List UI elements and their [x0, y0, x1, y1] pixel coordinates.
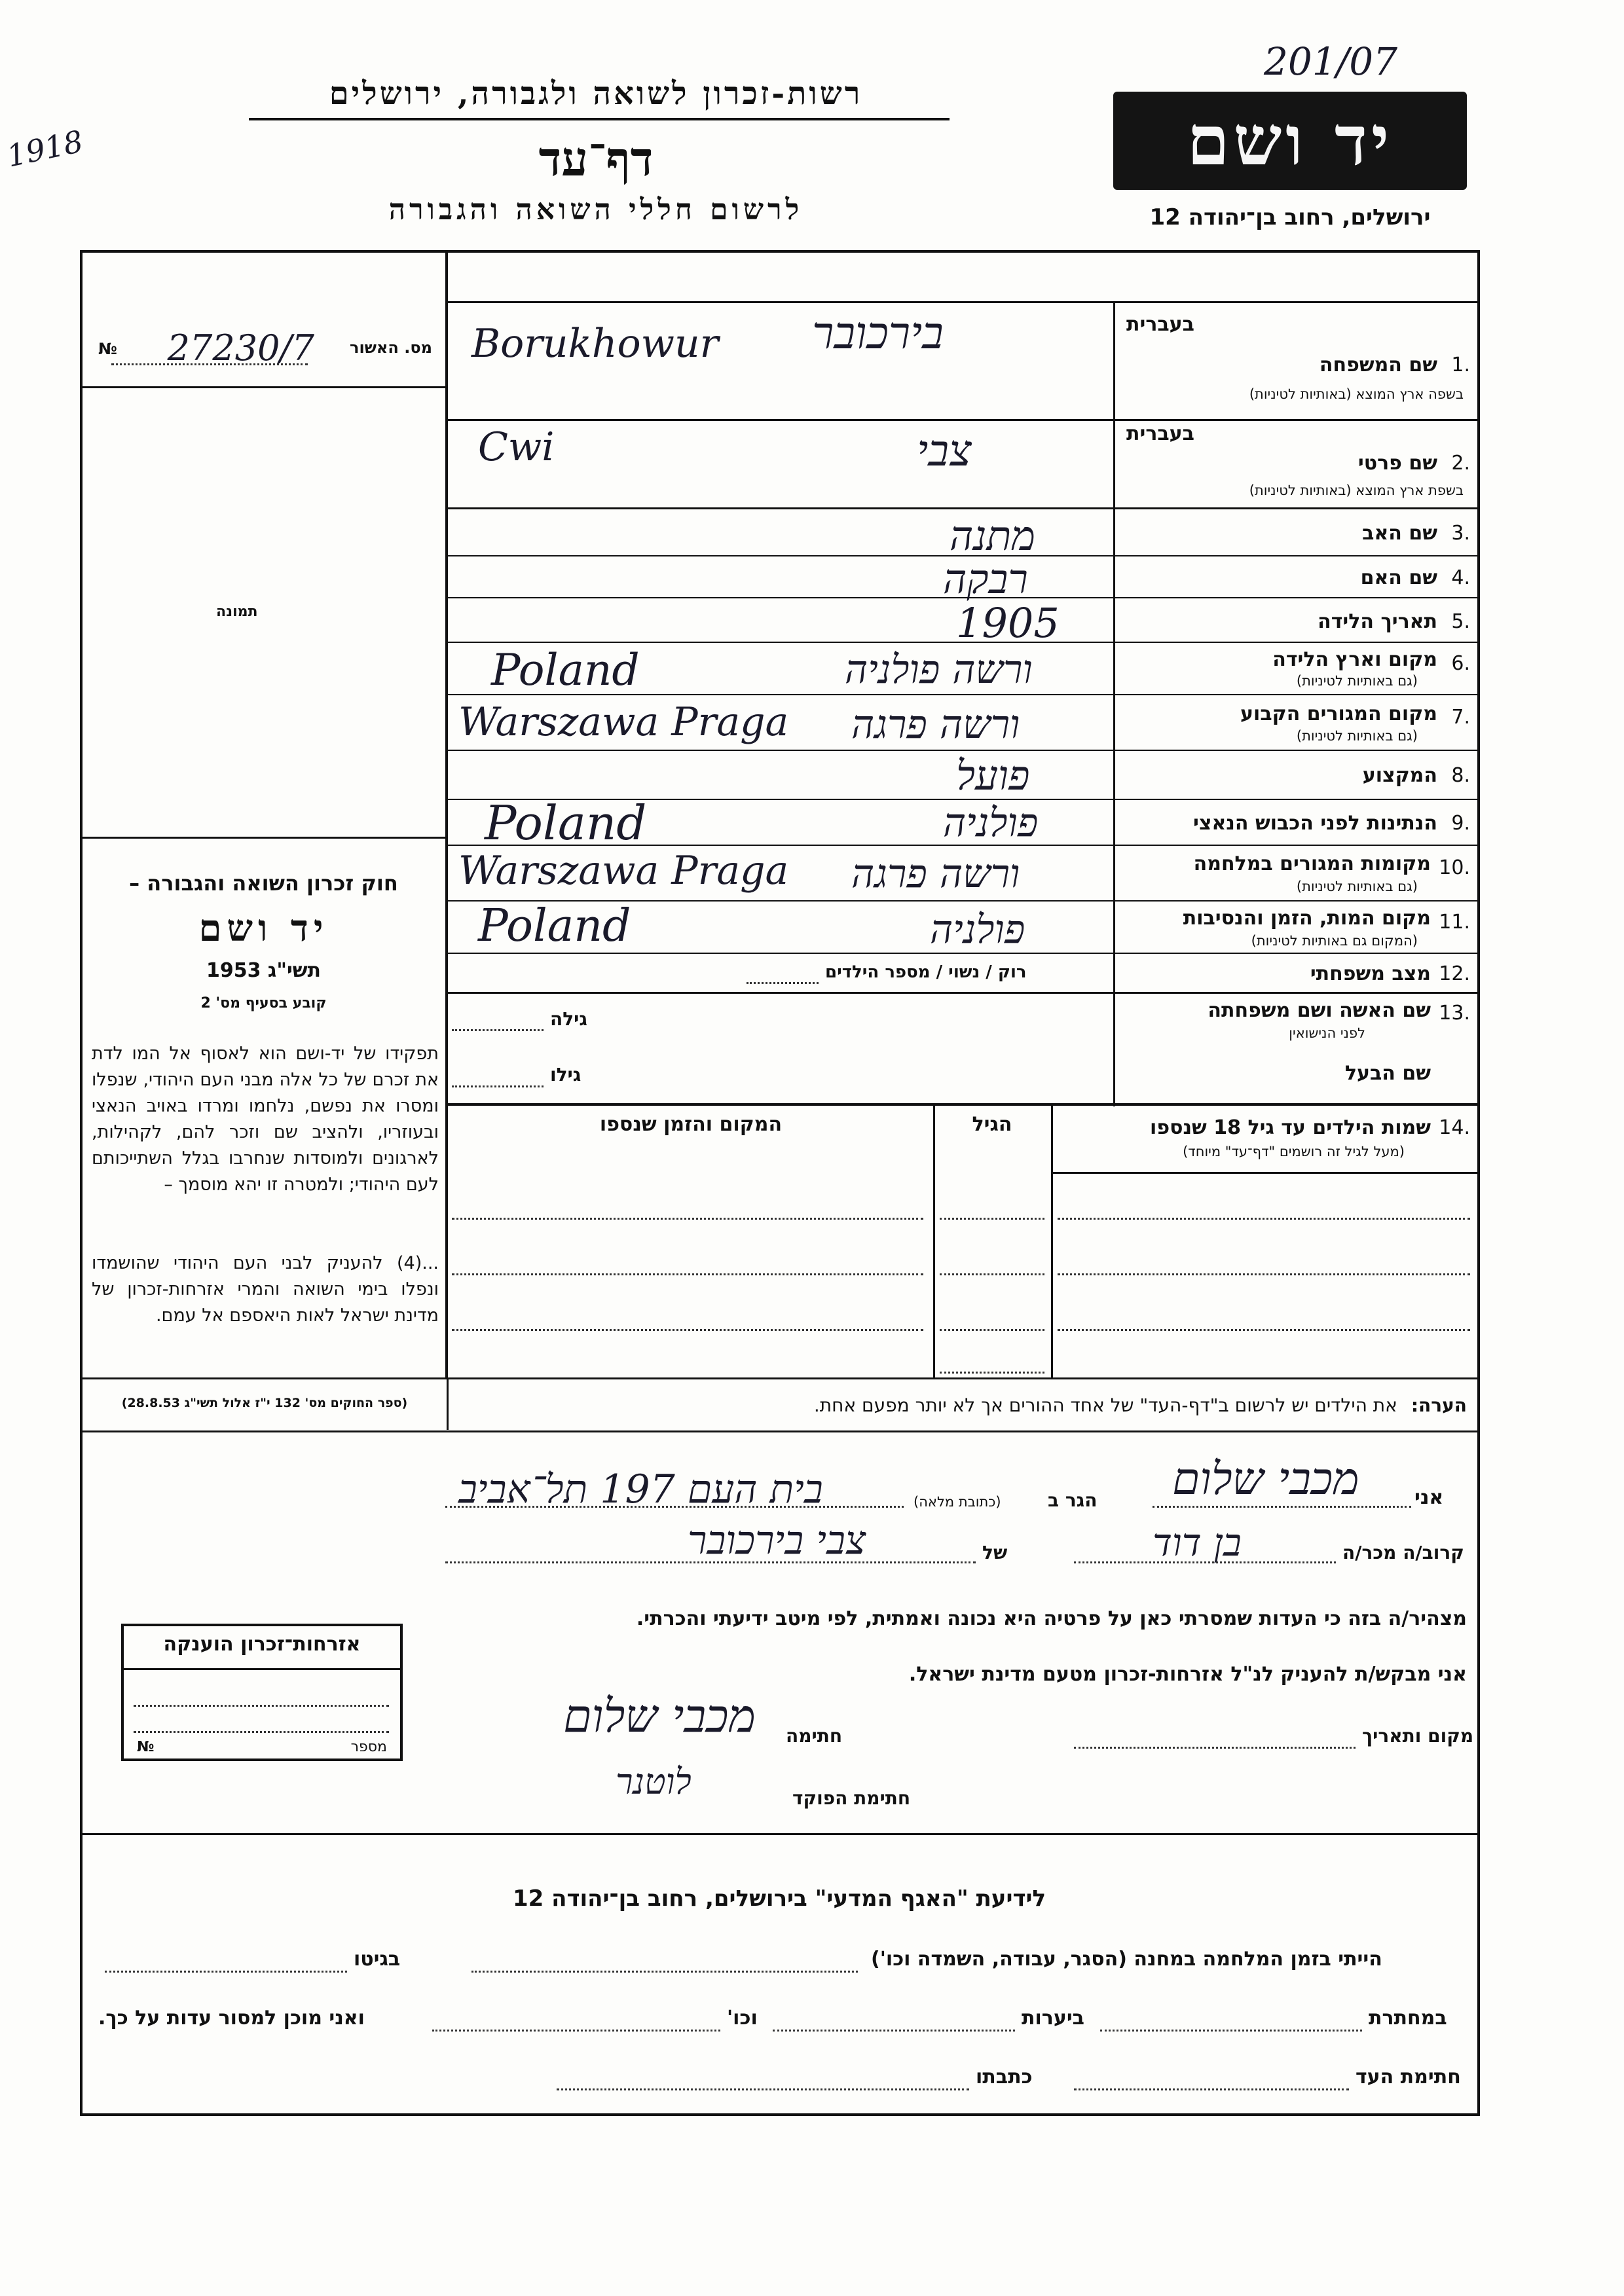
citizenship-no-sign: № [137, 1739, 155, 1755]
field-father-name [1113, 514, 1470, 553]
field-label-13: שם האשה ושם משפחתה [1208, 999, 1431, 1022]
husband-age-label: גילו [550, 1064, 581, 1085]
children-header [1054, 1110, 1470, 1172]
i-label: אני [1414, 1486, 1444, 1509]
yad-vashem-logo [1113, 92, 1467, 190]
death-place-hebrew: פולניה [930, 907, 1025, 953]
declarant-address: בית העם 197 תל־אביב [458, 1467, 823, 1512]
institution-address: ירושלים, רחוב בן־יהודה 12 [1149, 204, 1431, 230]
field-sub-11: (המקום גם באותיות לטיניות) [1251, 933, 1418, 949]
field-num-8: 8. [1451, 764, 1470, 787]
approval-no-sign: № [98, 340, 117, 358]
husband-label: שם הבעל [1344, 1062, 1431, 1085]
bottom-line2-a: במחתרת [1369, 2007, 1447, 2030]
form-subtitle: לרשום חללי השואה והגבורה [388, 193, 803, 227]
field-death-place [1113, 905, 1470, 953]
field-family-name [1113, 308, 1470, 419]
lang-hebrew-1: בעברית [1126, 313, 1194, 336]
field-sub-6: (גם באותיות לטיניות) [1296, 673, 1418, 689]
field-num-2: 2. [1451, 452, 1470, 475]
note-label: הערה: [1411, 1394, 1467, 1416]
field-num-5: 5. [1451, 610, 1470, 633]
field-sub-7: (גם באותיות לטיניות) [1296, 728, 1418, 744]
law-section: קובע בסעיף מס' 2 [200, 995, 327, 1011]
note-text: את הילדים יש לרשום ב"דף-העד" של אחד ההורים אך לא יותר מפעם אחת. [813, 1394, 1397, 1416]
field-spouse [1113, 996, 1470, 1101]
law-title: חוק זכרון השואה והגבורה – [129, 871, 398, 896]
field-num-3: 3. [1451, 522, 1470, 545]
field-num-11: 11. [1439, 911, 1470, 934]
wartime-residence-hebrew: ורשה פרגה [851, 851, 1020, 897]
field-label-11: מקום המות, הזמן והנסיבות [1183, 907, 1431, 930]
birth-date-value: 1905 [956, 599, 1060, 647]
bottom-line2-c: וכו' [727, 2007, 758, 2030]
field-num-9: 9. [1451, 812, 1470, 835]
signature-label: חתימה [786, 1725, 843, 1747]
field-label-2: שם פרטי [1357, 452, 1437, 475]
law-year: תשי"ג 1953 [206, 959, 322, 982]
field-label-7: מקום המגורים הקבוע [1240, 702, 1437, 725]
bottom-line3-b: כתבתו [976, 2066, 1033, 2088]
law-citation: (ספר החוקים מס' 132 י"ז אלול תשי"ג 28.8.53) [121, 1396, 408, 1410]
law-paragraph-2: ...(4) להעניק לבני העם היהודי שהושמדו ונפלו בימי השואה והמרי אזרחות-זכרון של מדינת ישראל לאות היאספם אל עמם. [92, 1253, 439, 1326]
field-sub-2: בשפת ארץ המוצא (באותיות לטיניות) [1249, 483, 1464, 498]
profession-value: פועל [956, 752, 1030, 799]
place-date-label: מקום ותאריך [1362, 1725, 1474, 1747]
residence-latin: Warszawa Praga [458, 699, 789, 745]
mother-name-value: רבקה [943, 555, 1028, 603]
request-text: אני מבקש/ת להעניק לנ"ל אזרחות-זכרון מטעם מדינת ישראל. [908, 1663, 1467, 1686]
children-label: שמות הילדים עד גיל 18 שנספו [1150, 1116, 1431, 1139]
archive-number: 201/07 [1264, 39, 1398, 84]
address-hint: (כתובת מלאה) [913, 1494, 1001, 1510]
bottom-title: לידיעת "האגף המדעי" בירושלים, רחוב בן־יהודה 12 [512, 1886, 1046, 1912]
bottom-line2-d: ואני מוכן למסור עדות על כך. [98, 2007, 365, 2030]
children-sub: (מעל לגיל זה רושמים "דף־עד" מיוחד) [1183, 1144, 1405, 1159]
field-label-5: תאריך הלידה [1318, 610, 1437, 633]
citizenship-box [121, 1624, 403, 1761]
note-row [458, 1394, 1467, 1416]
bottom-line3-a: חתימת העד [1356, 2066, 1461, 2088]
col-age-header: הגיל [972, 1113, 1012, 1136]
family-name-latin: Borukhowur [471, 321, 719, 367]
field-first-name [1113, 422, 1470, 507]
birth-place-hebrew: ורשה פולניה [845, 647, 1033, 693]
field-num-1: 1. [1451, 354, 1470, 376]
margin-note: 1918 [3, 123, 86, 174]
bottom-line1-a: הייתי בזמן המלחמה במחנה (הסגר, עבודה, השמדה וכו') [871, 1948, 1382, 1971]
field-profession [1113, 756, 1470, 795]
relation-value: בן דוד [1153, 1520, 1242, 1565]
field-label-6: מקום וארץ הלידה [1272, 648, 1437, 671]
field-nationality [1113, 804, 1470, 843]
law-paragraph-1: תפקידו של יד-ושם הוא לאסוף אל המו לדת את זכרם של כל אלה מבני העם היהודי, שנפלו ומסרו את נפשם, נלחמו ומרדו באויב הנאצי ובעוזריו, ולהציב שם וזכר להם, לקהילות, לארגונים ולמוסדות שנחרבו בגלל השתייכותם לעם היהודי; ולמטרה זו יהא מוסמך – [92, 1044, 439, 1195]
bottom-line2-b: ביערות [1022, 2007, 1084, 2030]
nationality-latin: Poland [485, 795, 647, 850]
col-place-header: המקום והזמן שנספו [599, 1113, 783, 1136]
of-label: של [982, 1542, 1008, 1563]
field-sub-1: בשפה ארץ המוצא (באותיות לטיניות) [1249, 386, 1464, 402]
field-num-4: 4. [1451, 566, 1470, 589]
birth-place-latin: Poland [491, 645, 640, 695]
field-label-3: שם האב [1362, 522, 1437, 545]
of-name-value: צבי בירכובר [688, 1518, 866, 1563]
field-marital-status [1113, 957, 1470, 990]
field-label-8: המקצוע [1362, 764, 1437, 787]
resides-label: הגר ב [1048, 1489, 1098, 1511]
field-sub-13: לפני הנישואין [1289, 1025, 1365, 1041]
first-name-latin: Cwi [478, 424, 555, 470]
field-num-14: 14. [1439, 1116, 1470, 1139]
first-name-hebrew: צבי [917, 426, 972, 476]
field-num-6: 6. [1451, 652, 1470, 675]
approval-label: מס. האשור [350, 338, 432, 357]
officer-label: חתימת הפוקד [792, 1787, 911, 1809]
field-label-4: שם האם [1360, 566, 1437, 589]
field-residence [1113, 699, 1470, 748]
field-mother-name [1113, 560, 1470, 596]
bottom-line1-b: בגיטו [354, 1948, 401, 1971]
field-label-1: שם המשפחה [1319, 354, 1437, 376]
field-num-7: 7. [1451, 706, 1470, 729]
citizenship-title: אזרחות־זכרון הוענקה [163, 1633, 361, 1656]
marital-options: רוק / נשוי / מספר הילדים [825, 962, 1027, 982]
death-place-latin: Poland [478, 900, 631, 952]
declaration-text: מצהיר/ה בזה כי העדות שמסרתי כאן על פרטיה היא נכונה ואמתית, לפי מיטב ידיעתי והכרתי. [636, 1607, 1467, 1630]
field-birth-date [1113, 604, 1470, 640]
law-name: יד ושם [198, 907, 329, 950]
field-label-9: הנתינות לפני הכבוש הנאצי [1193, 812, 1437, 835]
family-name-hebrew: בירכובר [812, 308, 944, 359]
citizenship-number-label: מספר [350, 1739, 387, 1755]
declarant-signature: מכבי שלום [563, 1689, 756, 1743]
field-num-12: 12. [1439, 962, 1470, 985]
field-wartime-residence [1113, 851, 1470, 900]
lang-hebrew-2: בעברית [1126, 422, 1194, 445]
wife-age-label: גילה [550, 1008, 587, 1030]
authority-name: רשות-זכרון לשואה ולגבורה, ירושלים [329, 75, 863, 112]
nationality-hebrew: פולניה [943, 800, 1039, 846]
field-num-13: 13. [1439, 1002, 1470, 1025]
officer-signature: לוטנר [616, 1761, 692, 1802]
form-title: דף־עד [538, 131, 654, 187]
declarant-name: מכבי שלום [1172, 1453, 1359, 1505]
logo-text: יד ושם [1187, 100, 1393, 181]
relative-label: קרוב/ה מכר/ה [1342, 1542, 1464, 1563]
field-label-12: מצב משפחתי [1310, 962, 1431, 985]
field-sub-10: (גם באותיות לטיניות) [1296, 879, 1418, 894]
wartime-residence-latin: Warszawa Praga [458, 848, 789, 894]
field-num-10: 10. [1439, 856, 1470, 879]
approval-value: 27230/7 [167, 327, 314, 369]
residence-hebrew: ורשה פרגה [851, 702, 1020, 748]
field-label-10: מקומות המגורים במלחמה [1193, 852, 1431, 875]
photo-label: תמונה [216, 604, 258, 620]
father-name-value: מתנה [950, 512, 1036, 560]
field-birth-place [1113, 647, 1470, 693]
